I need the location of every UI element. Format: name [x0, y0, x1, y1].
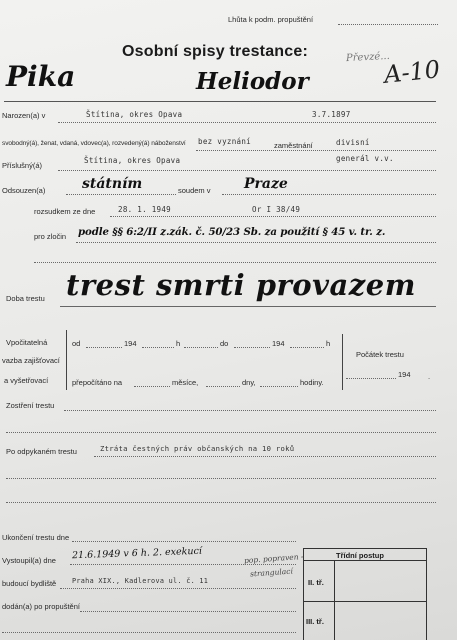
doba-line — [60, 306, 436, 307]
rozsudek-date: 28. 1. 1949 — [118, 205, 171, 214]
mesice-line — [134, 386, 170, 387]
stav-line — [196, 150, 436, 151]
bydliste-label: budoucí bydliště — [2, 579, 57, 588]
pocatek-line — [346, 378, 396, 379]
zamestnani-2: generál v.v. — [336, 154, 394, 163]
doba-label: Doba trestu — [6, 294, 45, 303]
zlocin: podle §§ 6:2/II z.zák. č. 50/23 Sb. za použití § 45 v. tr. z. — [78, 226, 386, 238]
table-col-rule — [334, 560, 335, 640]
table-row-2: II. tř. — [308, 578, 324, 587]
odsouzen-label: Odsouzen(a) — [2, 186, 46, 195]
odpykani: Ztráta čestných práv občanských na 10 roků — [100, 444, 295, 453]
vystoupil-2: pop. popraven - — [243, 551, 304, 566]
pocatek-label: Počátek trestu — [356, 350, 404, 359]
zlocin-line — [76, 242, 436, 243]
odsouzen-line-1 — [66, 194, 176, 195]
table-row-rule — [304, 601, 426, 602]
form-title: Osobní spisy trestance: — [122, 43, 308, 60]
prislusny-line — [58, 170, 436, 171]
soudem-label: soudem v — [178, 186, 211, 195]
prepocitano-label: přepočítáno na — [72, 378, 123, 387]
table-row-3: III. tř. — [306, 617, 324, 626]
h2-label: h — [326, 339, 331, 348]
vystoupil-3: strangulací — [249, 566, 294, 579]
vystoupil-line — [70, 564, 296, 565]
vypocitatelna-3: a vyšetřovací — [4, 376, 49, 385]
nabozenstvi: bez vyznání — [198, 137, 251, 146]
h1-label: h — [176, 339, 181, 348]
dny-label: dny, — [242, 378, 256, 387]
od-label: od — [72, 339, 81, 348]
year1-label: 194 — [124, 339, 137, 348]
dny-line — [206, 386, 240, 387]
table-title: Třídní postup — [336, 551, 384, 560]
zlocin-label: pro zločin — [34, 232, 67, 241]
rozsudek-no: Or I 38/49 — [252, 205, 301, 214]
bydliste: Praha XIX., Kadlerova ul. č. 11 — [72, 577, 209, 585]
given-name: Heliodor — [196, 68, 309, 95]
lhuta-line — [338, 24, 438, 25]
ukonceni-label: Ukončení trestu dne — [2, 533, 70, 542]
received-stamp: Převzé... — [345, 50, 391, 65]
hodiny-label: hodiny. — [300, 378, 324, 387]
surname: Pika — [6, 60, 76, 93]
zamestnani: divisní — [336, 138, 370, 147]
hodiny-line — [260, 386, 298, 387]
odsouzen-court: státním — [82, 176, 143, 192]
soud-place: Praze — [244, 176, 288, 192]
vypocitatelna-1: Vpočitatelná — [6, 338, 48, 347]
zostreni-line — [64, 410, 436, 411]
bydliste-line — [60, 588, 296, 589]
blank-line-5 — [2, 632, 296, 633]
narozen-label: Narozen(a) v — [2, 111, 46, 120]
zamestnani-label: zaměstnání — [274, 141, 313, 150]
vystoupil: 21.6.1949 v 6 h. 2. exekucí — [71, 545, 203, 562]
mesice-label: měsíce, — [172, 378, 199, 387]
zostreni-label: Zostření trestu — [6, 401, 55, 410]
narozen-line — [58, 122, 436, 123]
table-header-rule — [304, 560, 426, 561]
do-line — [234, 347, 270, 348]
dalsi-label: dodán(a) po propuštění — [2, 602, 80, 611]
narozen-place: Štítina, okres Opava — [86, 110, 183, 119]
blank-line-1 — [34, 262, 436, 263]
pocatek-dot: . — [428, 372, 431, 381]
odpykani-line — [94, 456, 436, 457]
class-progress-table — [303, 548, 427, 640]
ukonceni-line — [72, 541, 296, 542]
computation-divider-right — [342, 334, 343, 390]
doba: trest smrti provazem — [66, 268, 416, 302]
rozsudek-line — [110, 216, 436, 217]
vystoupil-label: Vystoupil(a) dne — [2, 556, 56, 565]
dalsi-line — [80, 611, 296, 612]
od-line — [86, 347, 122, 348]
year2-line — [290, 347, 324, 348]
stav-label: svobodný(á), ženat, vdaná, vdovec(a), rozvedený(á) náboženství — [2, 140, 186, 147]
year1-line — [142, 347, 174, 348]
rozsudek-label: rozsudkem ze dne — [34, 207, 96, 216]
do-label: do — [220, 339, 229, 348]
pocatek-year: 194 — [398, 370, 411, 379]
year2-label: 194 — [272, 339, 285, 348]
name-line — [4, 101, 436, 102]
lhuta-label: Lhůta k podm. propuštění — [228, 15, 314, 24]
blank-line-2 — [6, 432, 436, 433]
vypocitatelna-2: vazba zajišťovací — [2, 356, 60, 365]
prislusny-label: Příslušný(á) — [2, 161, 43, 170]
narozen-date: 3.7.1897 — [312, 110, 351, 119]
blank-line-4 — [6, 502, 436, 503]
odsouzen-line-2 — [222, 194, 436, 195]
blank-line-3 — [6, 478, 436, 479]
odpykani-label: Po odpykaném trestu — [6, 447, 77, 456]
prislusny: Štítina, okres Opava — [84, 156, 181, 165]
file-mark: A-10 — [382, 55, 442, 89]
h1-line — [184, 347, 218, 348]
computation-divider-left — [66, 330, 67, 390]
